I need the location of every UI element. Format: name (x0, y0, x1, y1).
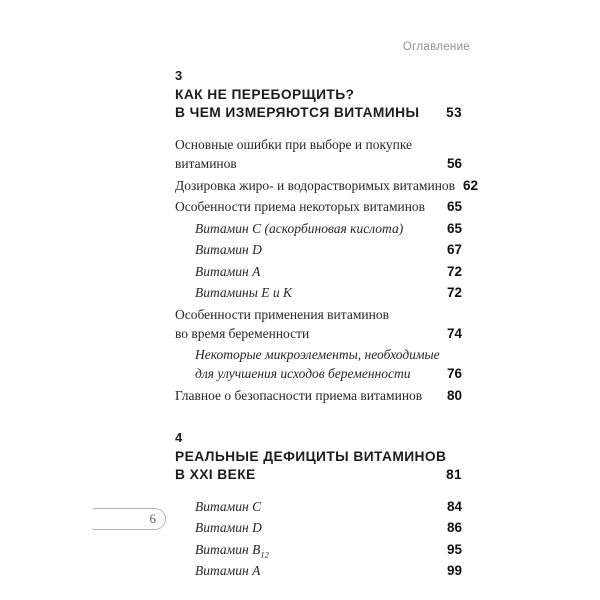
toc-entry-page-number: 67 (446, 242, 462, 257)
toc-entry-row (195, 219, 462, 238)
toc-section (175, 68, 479, 405)
toc-entry-row (195, 240, 462, 259)
toc-entry-text: Витамин $B_{12}$ (195, 541, 269, 560)
toc-entry-line: Основные ошибки при выборе и покупке (175, 137, 413, 152)
toc-entry (175, 197, 462, 216)
toc-entry (175, 386, 462, 405)
chapter-title-text: В XXI ВЕКЕ (175, 466, 256, 482)
toc-entry-text: Главное о безопасности приема витаминов (175, 387, 423, 403)
toc-entry-row (175, 197, 462, 216)
toc-entry (175, 561, 462, 580)
toc-entry-row (195, 561, 462, 580)
toc-entry-row (195, 497, 462, 516)
toc-entry-page-number: 76 (446, 366, 462, 381)
toc-entry-text: Витамин C (аскорбиновая кислота) (195, 220, 404, 236)
toc-entry-text: Витамин C (195, 498, 262, 514)
toc-entries (175, 135, 479, 405)
toc-entry (175, 219, 462, 238)
toc-entry-row (175, 386, 462, 405)
toc-entry (175, 176, 479, 195)
toc-entry-page-number: 72 (446, 263, 462, 279)
toc-entry (175, 518, 462, 537)
toc-entry-page-number: 84 (446, 498, 462, 514)
toc-entry-page-number: 74 (446, 325, 462, 341)
chapter-title-line: РЕАЛЬНЫЕ ДЕФИЦИТЫ ВИТАМИНОВ (175, 448, 447, 464)
chapter-title-row (175, 466, 462, 484)
toc-entry-text: Витамины Е и К (195, 285, 292, 300)
toc-entry (175, 305, 462, 343)
toc-entry (175, 283, 462, 302)
toc-entry-page-number: 56 (446, 156, 462, 171)
toc-sections (175, 68, 479, 583)
toc-entry-line: Особенности применения витаминов (175, 306, 389, 322)
toc-entry-row (175, 176, 479, 195)
running-header: Оглавление (402, 41, 470, 53)
toc-entry-row (195, 262, 462, 281)
toc-entry (175, 240, 462, 259)
subscript: 12 (260, 549, 269, 560)
chapter-number: 4 (175, 429, 183, 445)
toc-entry-text: Особенности приема некоторых витаминов (175, 199, 426, 214)
toc-section (175, 430, 462, 581)
toc-entry-text: во время беременности (175, 325, 310, 341)
toc-entry-page-number: 62 (463, 177, 479, 193)
toc-entry-line: Некоторые микроэлементы, необходимые (195, 347, 440, 362)
chapter-page-number: 53 (446, 105, 462, 120)
toc-entry-text: Витамин А (195, 563, 261, 578)
toc-entry-row (175, 324, 462, 343)
toc-entry-row (195, 283, 462, 302)
toc-entry-text: для улучшения исходов беременности (195, 366, 411, 381)
toc-entry-text: Витамин А (195, 263, 261, 279)
chapter-title-row (175, 104, 462, 122)
chapter-page-number: 81 (446, 466, 462, 482)
toc-entry (175, 345, 462, 383)
toc-entry-page-number: 80 (446, 387, 462, 403)
toc-entry-text: Витамин D (195, 520, 262, 535)
toc-entry-row (195, 364, 462, 383)
chapter-title-text: В ЧЕМ ИЗМЕРЯЮТСЯ ВИТАМИНЫ (175, 105, 420, 120)
toc-entry-row (195, 540, 462, 559)
toc-entry-page-number: 99 (446, 563, 462, 578)
toc-entry-text: Дозировка жиро- и водорастворимых витаминов (175, 177, 456, 193)
toc-entry-page-number: 65 (446, 220, 462, 236)
toc-entries (175, 497, 462, 581)
chapter-title-line: КАК НЕ ПЕРЕБОРЩИТЬ? (175, 87, 355, 102)
toc-entry-row (175, 154, 462, 173)
chapter-number: 3 (175, 68, 183, 83)
toc-entry (175, 262, 462, 281)
toc-entry-text: Витамин D (195, 242, 262, 257)
page-number-tab (92, 508, 166, 530)
toc-entry-text: витаминов (175, 156, 237, 171)
toc-entry (175, 135, 462, 173)
toc-entry-page-number: 65 (446, 199, 462, 214)
toc-entry-row (195, 518, 462, 537)
toc-entry-page-number: 95 (446, 541, 462, 557)
toc-entry-page-number: 86 (446, 520, 462, 535)
page-number: 6 (149, 511, 156, 526)
toc-entry-page-number: 72 (446, 285, 462, 300)
toc-entry (175, 540, 462, 559)
toc-entry (175, 497, 462, 516)
